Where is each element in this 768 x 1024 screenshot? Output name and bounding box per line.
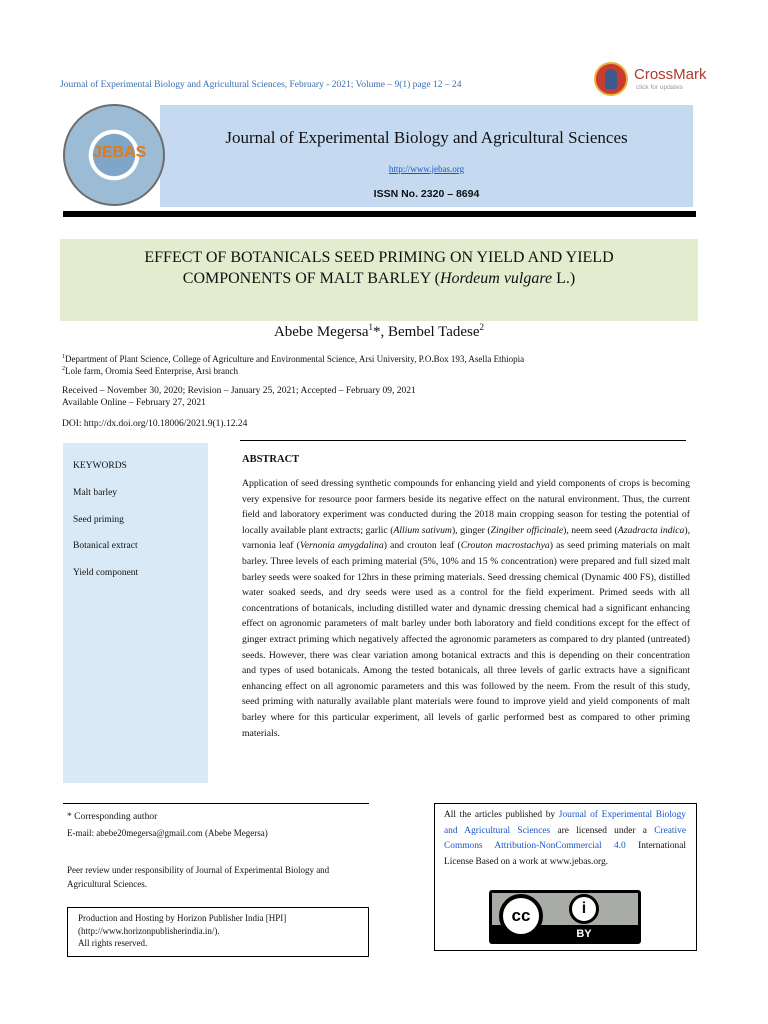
logo-text: JEBAS: [93, 144, 147, 161]
keyword-item: Malt barley: [73, 488, 118, 498]
crossmark-sub: click for updates: [636, 84, 683, 91]
crossmark-label: CrossMark: [634, 66, 707, 83]
journal-link[interactable]: Journal of Experimental Biology and Agricultural Sciences: [444, 810, 686, 836]
production-text: Production and Hosting by Horizon Publisher India [HPI] (http://www.horizonpublisherindia.in/). All rights reserved.: [78, 913, 287, 948]
abstract-text: Application of seed dressing synthetic compounds for enhancing yield and yield components of crops is becoming very expensive for resource poor farmers beside its negative effect on the natural environment. Thus, the current field and laboratory experiment was conducted during the 2018 main cropping season for testing the potential of locally available plant extracts; garlic (Allium sativum), ginger (Zingiber officinale), neem seed (Azadracta indica), varnonia leaf (Vernonia amygdalina) and crouton leaf (Crouton macrostachya) as seed priming materials on malt barley. Three levels of each priming material (5%, 10% and 15 % concentration) were prepared and full sized malt barley seeds were soaked for 12hrs in these priming materials. Seed dressing chemical (Dynamic 400 FS), distilled water soaked seeds, and dry seeds were used as a control for the field experiment. Primed seeds with all concentrations of botanicals, including distilled water and dynamic dressing chemical had a significant enhancing effect on agronomic parameters of malt barley under both laboratory and field conditions except for the effect of ginger extract priming which negatively affected the agronomic parameters as compared to dry planted (untreated) seeds. However, there was clear variation among botanical extracts and this is depending on their concentration and types of used botanicals. Among the tested botanicals, all three levels of garlic extracts have a significant enhancing effect on all agronomic parameters and this was followed by the neem. From the result of this study, seed priming with naturally available plant materials were found to improve yield and yield components of malt barley where for this particular experiment, all levels of garlic performed best as compared to other priming materials.: [242, 478, 691, 739]
cc-license-link[interactable]: Creative Commons Attribution-NonCommercial 4.0: [444, 825, 686, 851]
header-divider: [63, 211, 696, 217]
attribution-icon: i: [569, 894, 599, 924]
dates-online: Available Online – February 27, 2021: [62, 398, 206, 408]
peer-review-note: Peer review under responsibility of Journal of Experimental Biology and Agricultural Sciences.: [67, 865, 330, 889]
keyword-item: Yield component: [73, 568, 139, 578]
citation-line: Journal of Experimental Biology and Agricultural Sciences, February - 2021; Volume – 9(1) page 12 – 24: [60, 80, 462, 90]
article-title: EFFECT OF BOTANICALS SEED PRIMING ON YIELD AND YIELD COMPONENTS OF MALT BARLEY (Hordeum vulgare L.): [144, 249, 614, 287]
journal-logo: [63, 104, 165, 206]
issn: ISSN No. 2320 – 8694: [373, 188, 480, 200]
authors: Abebe Megersa$^1$*, Bembel Tadese$^2$: [273, 322, 485, 340]
cc-by-badge[interactable]: [489, 890, 641, 944]
journal-title: Journal of Experimental Biology and Agricultural Sciences: [225, 128, 628, 147]
abstract-heading: ABSTRACT: [242, 454, 300, 465]
keyword-item: Seed priming: [73, 515, 124, 525]
footnote-divider: [63, 803, 369, 804]
keywords-heading: KEYWORDS: [73, 461, 127, 471]
abstract-divider: [240, 440, 686, 441]
corresponding-author-label: * Corresponding author: [67, 812, 158, 822]
crossmark-icon: [594, 62, 628, 96]
by-label: BY: [576, 928, 592, 940]
corresponding-email: E-mail: abebe20megersa@gmail.com (Abebe Megersa): [67, 828, 268, 838]
cc-icon: cc: [499, 894, 543, 938]
crossmark-badge[interactable]: [594, 62, 707, 98]
affiliation-2: $^2$Lole farm, Oromia Seed Enterprise, Arsi branch: [62, 366, 238, 376]
journal-url-link[interactable]: http://www.jebas.org: [388, 164, 465, 174]
license-text: All the articles published by Journal of Experimental Biology and Agricultural Sciences are licensed under a Creative Commons Attribution-NonCommercial 4.0 International License Based on a work at www.jebas.org.: [444, 810, 686, 867]
doi[interactable]: DOI: http://dx.doi.org/10.18006/2021.9(1).12.24: [62, 419, 248, 429]
dates-received: Received – November 30, 2020; Revision – January 25, 2021; Accepted – February 09, 2021: [62, 386, 416, 396]
keyword-item: Botanical extract: [73, 541, 138, 551]
affiliation-1: $^1$Department of Plant Science, College of Agriculture and Environmental Science, Arsi University, P.O.Box 193, Asella Ethiopia: [62, 354, 525, 364]
